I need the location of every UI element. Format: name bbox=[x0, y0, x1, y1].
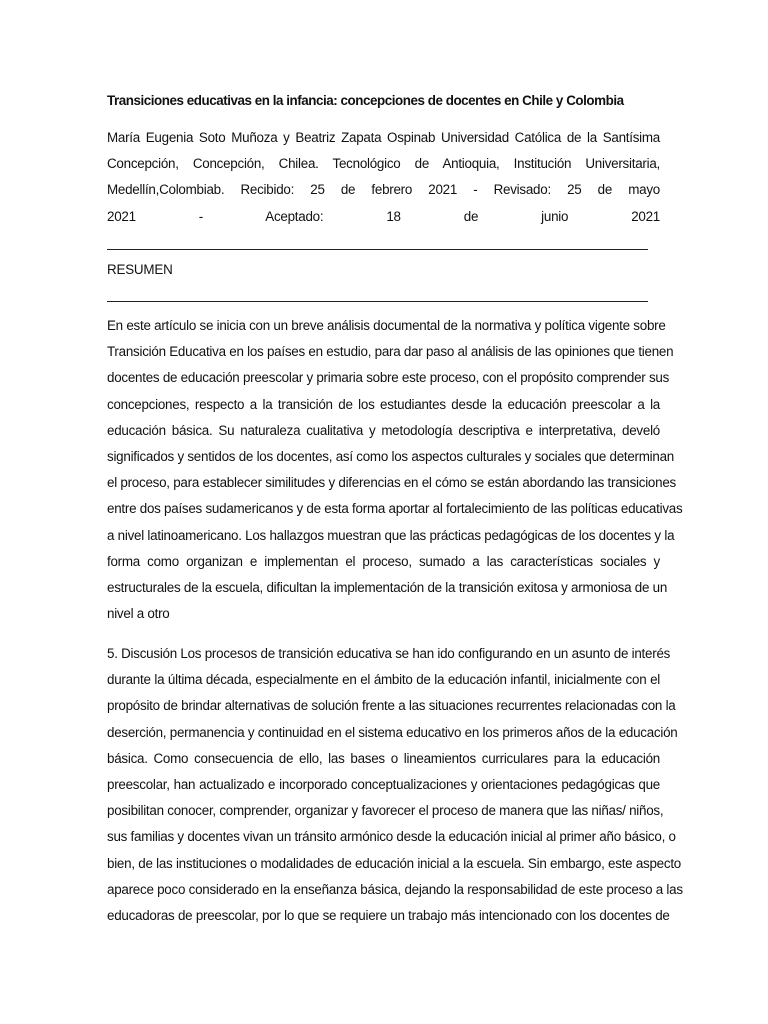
abstract-line: concepciones, respecto a la transición de los estudiantes desde la educación preescolar a la bbox=[107, 396, 660, 412]
divider bbox=[107, 249, 648, 250]
abstract-line: significados y sentidos de los docentes, así como los aspectos culturales y sociales que determinan bbox=[107, 448, 674, 464]
discussion-line: posibilitan conocer, comprender, organizar y favorecer el proceso de manera que las niñas/ niños, bbox=[107, 803, 664, 819]
abstract-line: educación básica. Su naturaleza cualitativa y metodología descriptiva e interpretativa, develó bbox=[107, 422, 660, 438]
abstract-line: estructurales de la escuela, dificultan la implementación de la transición exitosa y armoniosa de un bbox=[107, 579, 668, 595]
discussion-line: bien, de las instituciones o modalidades de educación inicial a la escuela. Sin embargo, este aspecto bbox=[107, 855, 681, 871]
abstract-line: docentes de educación preescolar y primaria sobre este proceso, con el propósito comprender sus bbox=[107, 370, 670, 386]
resumen-heading: RESUMEN bbox=[107, 262, 173, 277]
authors-block bbox=[107, 125, 660, 230]
authors-line: 2021 - Aceptado: 18 de junio 2021 bbox=[107, 208, 660, 224]
abstract-line: entre dos países sudamericanos y de esta forma aportar al fortalecimiento de las políticas educativas bbox=[107, 501, 683, 517]
discussion-paragraph bbox=[107, 641, 683, 929]
discussion-line: deserción, permanencia y continuidad en el sistema educativo en los primeros años de la educación bbox=[107, 724, 678, 740]
authors-line: María Eugenia Soto Muñoza y Beatriz Zapata Ospinab Universidad Católica de la Santísima bbox=[107, 130, 660, 145]
abstract-line: En este artículo se inicia con un breve análisis documental de la normativa y política vigente sobre bbox=[107, 318, 666, 333]
discussion-line: sus familias y docentes vivan un tránsito armónico desde la educación inicial al primer año básico, o bbox=[107, 829, 676, 845]
discussion-line: básica. Como consecuencia de ello, las bases o lineamientos curriculares para la educación bbox=[107, 750, 660, 766]
authors-line: Concepción, Concepción, Chilea. Tecnológico de Antioquia, Institución Universitaria, bbox=[107, 156, 660, 172]
abstract-paragraph bbox=[107, 313, 683, 627]
abstract-line: forma como organizan e implementan el proceso, sumado a las características sociales y bbox=[107, 553, 660, 569]
abstract-line: nivel a otro bbox=[107, 606, 170, 622]
discussion-line: educadoras de preescolar, por lo que se requiere un trabajo más intencionado con los docentes de bbox=[107, 907, 670, 923]
divider bbox=[107, 301, 648, 302]
discussion-line: 5. Discusión Los procesos de transición educativa se han ido configurando en un asunto de interés bbox=[107, 646, 671, 661]
discussion-line: aparece poco considerado en la enseñanza básica, dejando la responsabilidad de este proceso a las bbox=[107, 881, 683, 897]
article-title: Transiciones educativas en la infancia: concepciones de docentes en Chile y Colombia bbox=[107, 93, 624, 108]
authors-line: Medellín,Colombiab. Recibido: 25 de febrero 2021 - Revisado: 25 de mayo bbox=[107, 182, 660, 198]
abstract-line: a nivel latinoamericano. Los hallazgos muestran que las prácticas pedagógicas de los docentes y la bbox=[107, 527, 675, 543]
discussion-line: durante la última década, especialmente en el ámbito de la educación infantil, inicialmente con el bbox=[107, 672, 660, 688]
abstract-line: el proceso, para establecer similitudes y diferencias en el cómo se están abordando las transiciones bbox=[107, 475, 676, 491]
discussion-line: propósito de brindar alternativas de solución frente a las situaciones recurrentes relacionadas con la bbox=[107, 698, 676, 714]
discussion-line: preescolar, han actualizado e incorporado conceptualizaciones y orientaciones pedagógicas que bbox=[107, 776, 660, 792]
abstract-line: Transición Educativa en los países en estudio, para dar paso al análisis de las opiniones que tienen bbox=[107, 344, 674, 360]
